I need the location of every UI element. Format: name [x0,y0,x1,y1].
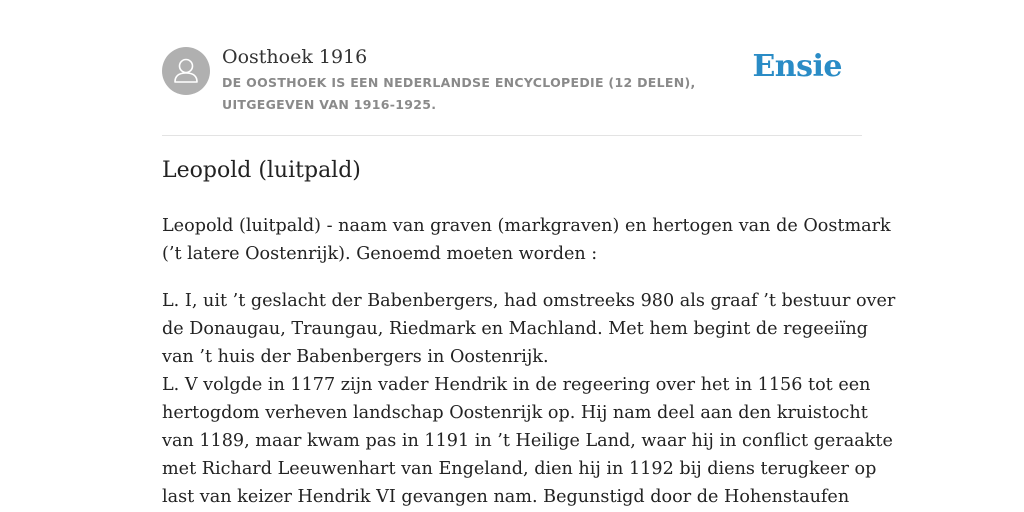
source-header [162,44,862,136]
user-icon [162,47,210,95]
text-line: (’t latere Oostenrijk). Genoemd moeten worden : [162,244,598,264]
entry-paragraph [162,212,891,268]
text-line: met Richard Leeuwenhart van Engeland, dien hij in 1192 bij diens terugkeer op [162,459,877,479]
entry-paragraph [162,287,896,511]
text-line: last van keizer Hendrik VI gevangen nam. Begunstigd door de Hohenstaufen [162,487,850,507]
text-line: de Donaugau, Traungau, Riedmark en Machland. Met hem begint de regeeiïng [162,319,868,339]
entry-body [162,212,896,512]
text-line: L. I, uit ’t geslacht der Babenbergers, had omstreeks 980 als graaf ’t bestuur over [162,291,896,311]
source-description: DE OOSTHOEK IS EEN NEDERLANDSE ENCYCLOPEDIE (12 DELEN), UITGEGEVEN VAN 1916-1925. [222,75,696,112]
text-line: L. V volgde in 1177 zijn vader Hendrik in de regeering over het in 1156 tot een [162,375,871,395]
text-line: van 1189, maar kwam pas in 1191 in ’t Heilige Land, waar hij in conflict geraakte [162,431,893,451]
source-title[interactable]: Oosthoek 1916 [222,46,368,68]
text-line: Leopold (luitpald) - naam van graven (markgraven) en hertogen van de Oostmark [162,216,891,236]
avatar[interactable] [162,47,210,95]
entry-title: Leopold (luitpald) [162,158,361,183]
text-line: hertogdom verheven landschap Oostenrijk op. Hij nam deel aan den kruistocht [162,403,868,423]
brand-logo[interactable]: Ensie [752,49,842,84]
text-line: van ’t huis der Babenbergers in Oostenrijk. [162,347,549,367]
